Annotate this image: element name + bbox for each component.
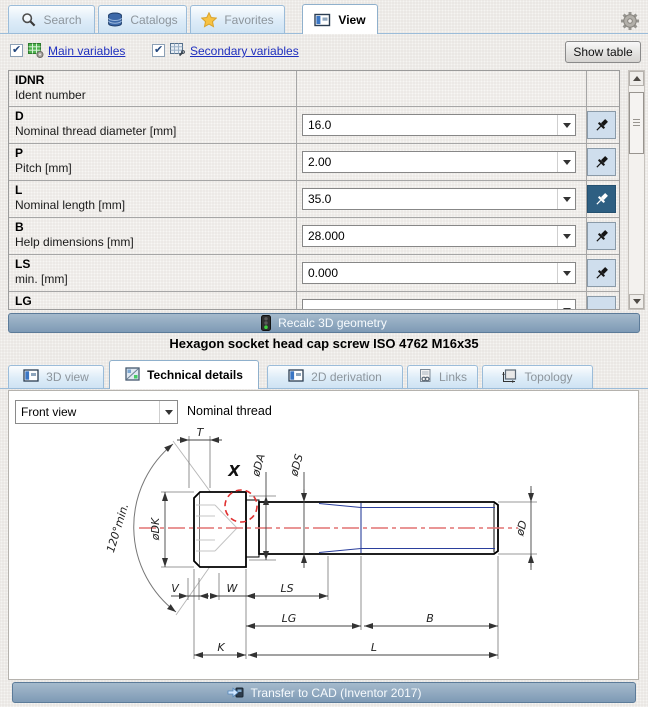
dim-label-d: øD: [513, 519, 530, 538]
chevron-down-icon[interactable]: [159, 401, 177, 423]
view-selector-combobox[interactable]: [15, 400, 178, 424]
tab-label: 2D derivation: [311, 370, 382, 384]
table-row-ls: [9, 255, 619, 292]
pin-button-l[interactable]: [587, 185, 616, 213]
tab-label: View: [338, 12, 366, 27]
dim-label-k: K: [217, 641, 225, 654]
variable-code: P: [15, 146, 24, 160]
table-row-p: [9, 144, 619, 181]
recalc-3d-button[interactable]: [8, 313, 640, 333]
variable-code: D: [15, 109, 24, 123]
tab-label: 3D view: [46, 370, 89, 384]
variable-description: Ident number: [15, 88, 86, 102]
main-variables-link[interactable]: Main variables: [48, 44, 126, 58]
tab-label: Links: [438, 370, 467, 384]
table-scrollbar[interactable]: [628, 70, 645, 310]
variable-code: IDNR: [15, 73, 45, 87]
technical-details-icon: [125, 367, 140, 384]
chevron-down-icon[interactable]: [557, 115, 575, 135]
topology-icon: [502, 369, 517, 386]
scroll-up-button[interactable]: [629, 71, 644, 86]
combobox-value: 28.000: [308, 229, 345, 243]
tab-links[interactable]: [407, 365, 478, 388]
tab-3d-view[interactable]: [8, 365, 104, 388]
tab-technical-details[interactable]: [109, 360, 259, 389]
tab-search[interactable]: [8, 5, 95, 33]
tab-label: Favorites: [224, 12, 274, 27]
chevron-down-icon[interactable]: [557, 263, 575, 283]
view-caption: Nominal thread: [187, 404, 272, 418]
table-row-b: [9, 218, 619, 255]
value-combobox-p[interactable]: [302, 151, 576, 173]
tab-favorites[interactable]: [190, 5, 285, 33]
tab-catalogs[interactable]: [98, 5, 187, 33]
dim-label-dk: øDK: [149, 517, 162, 541]
tab-label: Search: [43, 12, 82, 27]
dim-label-w: W: [226, 582, 238, 595]
dim-label-x: X: [228, 462, 240, 480]
chevron-down-icon[interactable]: [557, 300, 575, 310]
search-icon: [21, 12, 36, 27]
combobox-value: 0.000: [308, 266, 339, 280]
dim-label-v: V: [171, 582, 179, 595]
tab-label: Catalogs: [130, 12, 178, 27]
value-combobox-d[interactable]: [302, 114, 576, 136]
pin-button-b[interactable]: [587, 222, 616, 250]
combobox-value: Front view: [21, 405, 77, 419]
pin-button-p[interactable]: [587, 148, 616, 176]
main-variables-checkbox[interactable]: [10, 44, 23, 57]
recalc-label: Recalc 3D geometry: [278, 316, 387, 330]
value-combobox-lg[interactable]: [302, 299, 576, 310]
transfer-label: Transfer to CAD (Inventor 2017): [250, 685, 422, 700]
secondary-variables-icon: [170, 42, 186, 58]
gear-icon[interactable]: [619, 10, 641, 32]
dim-label-angle: 120°min.: [104, 501, 132, 555]
pin-button-ls[interactable]: [587, 259, 616, 287]
table-row-idnr: [9, 71, 619, 107]
transfer-to-cad-button[interactable]: [12, 682, 636, 703]
tab-view[interactable]: [302, 4, 378, 34]
variable-description: min. [mm]: [15, 272, 68, 286]
detail-tabbar-divider: [0, 388, 648, 389]
technical-drawing: [9, 426, 640, 678]
tab-label: Technical details: [147, 368, 243, 382]
pin-button-d[interactable]: [587, 111, 616, 139]
variable-description: Nominal length [mm]: [15, 198, 126, 212]
variables-table: [8, 70, 620, 310]
variable-description: Help dimensions [mm]: [15, 235, 134, 249]
2d-derivation-icon: [288, 369, 304, 385]
screw-head: [194, 492, 246, 567]
main-variables-icon: [28, 42, 44, 58]
combobox-value: 16.0: [308, 118, 332, 132]
part-title: Hexagon socket head cap screw ISO 4762 M16x35: [169, 336, 479, 351]
table-row-l: [9, 181, 619, 218]
value-combobox-ls[interactable]: [302, 262, 576, 284]
dim-label-ds: øDS: [287, 452, 306, 478]
catalogs-icon: [107, 12, 123, 27]
pin-button-lg[interactable]: [587, 296, 616, 310]
secondary-variables-checkbox[interactable]: [152, 44, 165, 57]
extension-lines: [188, 556, 498, 659]
dim-label-b: B: [426, 612, 434, 625]
value-combobox-b[interactable]: [302, 225, 576, 247]
technical-details-panel: [8, 390, 639, 680]
show-table-button[interactable]: Show table: [565, 41, 641, 63]
combobox-value: 35.0: [308, 192, 332, 206]
variable-description: Nominal thread diameter [mm]: [15, 124, 177, 138]
variable-description: Pitch [mm]: [15, 161, 72, 175]
dim-label-ls: LS: [280, 582, 294, 595]
3d-view-icon: [23, 369, 39, 385]
links-icon: [418, 369, 432, 386]
variable-code: LS: [15, 257, 31, 271]
table-row-d: [9, 107, 619, 144]
view-icon: [314, 13, 331, 27]
traffic-light-icon: [261, 315, 271, 331]
dim-label-lg: LG: [281, 612, 297, 625]
dim-label-da: øDA: [249, 452, 268, 478]
tab-2d-derivation[interactable]: [267, 365, 403, 388]
chevron-down-icon[interactable]: [557, 152, 575, 172]
chevron-down-icon[interactable]: [557, 189, 575, 209]
star-icon: [201, 12, 217, 28]
variable-code: B: [15, 220, 24, 234]
chevron-down-icon[interactable]: [557, 226, 575, 246]
scrollbar-thumb[interactable]: [629, 92, 644, 154]
variable-code: L: [15, 183, 23, 197]
tab-topology[interactable]: [482, 365, 593, 388]
tab-label: Topology: [524, 370, 573, 384]
dim-label-t: T: [196, 426, 204, 439]
value-combobox-l[interactable]: [302, 188, 576, 210]
scroll-down-button[interactable]: [629, 294, 644, 309]
variable-code: LG: [15, 294, 32, 308]
combobox-value: 2.00: [308, 155, 332, 169]
table-row-lg: [9, 292, 619, 310]
transfer-icon: [227, 686, 244, 699]
secondary-variables-link[interactable]: Secondary variables: [190, 44, 299, 58]
dim-label-l: L: [370, 641, 378, 654]
